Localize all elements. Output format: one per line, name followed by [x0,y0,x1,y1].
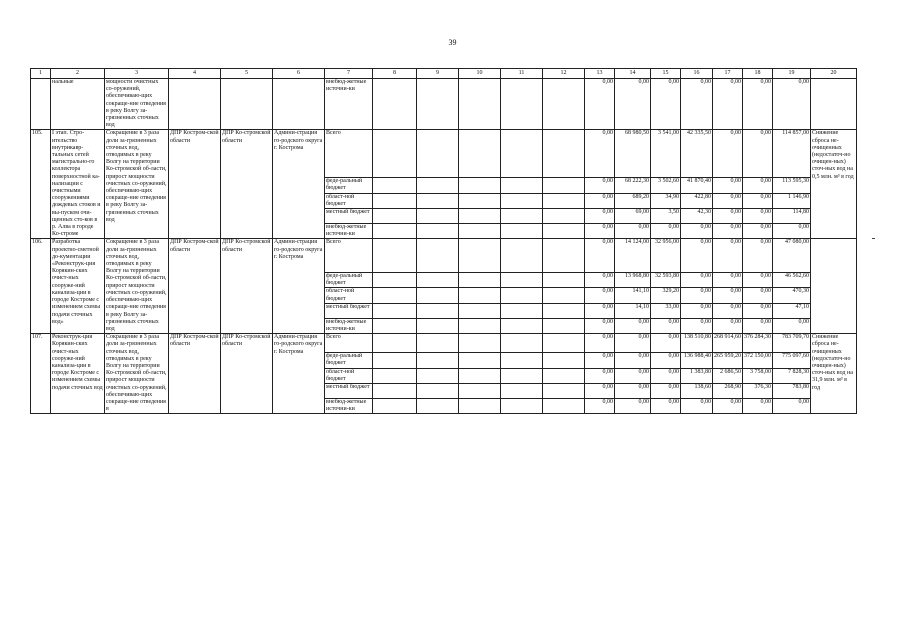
amount-cell: 0,00 [585,193,615,208]
empty-cell [543,272,585,287]
amount-cell: 68 980,50 [615,130,651,178]
amount-cell: 0,00 [713,130,743,178]
project-row [31,334,857,353]
column-header: 2 [51,69,105,79]
amount-cell: 376,30 [743,383,773,398]
amount-cell: 0,00 [713,209,743,224]
project-name-cell: Реконструк-ция Корякин-ских очист-ных сооруже-ний канализа-ции в городе Костроме с изменением схемы подачи сточных вод [51,334,105,414]
amount-cell: 0,00 [585,303,615,318]
amount-cell: 0,00 [585,398,615,413]
empty-cell [501,334,543,353]
page-number: 39 [448,38,457,47]
empty-cell [373,303,417,318]
carry-goal-cell: мощности очистных со-оружений, обеспечиваю-щих сокраще-ние отведения в реку Волгу за-грязненных сточных вод [105,79,169,130]
amount-cell: 783,80 [773,383,811,398]
empty-cell [501,272,543,287]
column-number-row [31,69,857,79]
amount-cell: 0,00 [585,79,615,130]
amount-cell: 0,00 [615,368,651,383]
empty-cell [501,224,543,239]
empty-cell [459,178,501,193]
empty-cell [459,272,501,287]
amount-cell: 0,00 [681,303,713,318]
amount-cell: 0,00 [713,318,743,333]
column-header: 17 [713,69,743,79]
amount-cell: 32 593,80 [651,272,681,287]
empty-cell [459,398,501,413]
amount-cell: 0,00 [585,130,615,178]
column-header: 14 [615,69,651,79]
funding-source-label: феде-ральный бюджет [325,178,373,193]
amount-cell: 268,90 [713,383,743,398]
budget-table [30,68,857,414]
amount-cell: 0,00 [585,334,615,353]
empty-cell [373,318,417,333]
empty-cell [459,353,501,368]
column-header: 8 [373,69,417,79]
amount-cell: 141,10 [615,288,651,303]
amount-cell: 0,00 [651,334,681,353]
empty-cell [373,224,417,239]
amount-cell: 3 541,00 [651,130,681,178]
amount-cell: 0,00 [651,318,681,333]
empty-cell [417,193,459,208]
amount-cell: 0,00 [713,288,743,303]
amount-cell: 114,80 [773,209,811,224]
funding-source-label: внебюд-жетные источни-ки [325,318,373,333]
project-row [31,239,857,272]
executor-cell: ДПР Ко-стромской области [221,239,273,334]
funding-source-label: област-ной бюджет [325,288,373,303]
amount-cell: 0,00 [585,239,615,272]
amount-cell: 775 097,60 [773,353,811,368]
funding-source-label: местный бюджет [325,303,373,318]
funding-source-label: местный бюджет [325,209,373,224]
column-header: 4 [169,69,221,79]
amount-cell: 113 595,30 [773,178,811,193]
empty-cell [373,368,417,383]
empty-cell [373,178,417,193]
funding-source-label: внебюд-жетные источни-ки [325,398,373,413]
project-name-cell: Разработка проектно-сметной до-кументации «Реконструк-ция Корякин-ских очист-ных сооруже-ний канализа-ции в городе Костроме с изменением схемы подачи сточных вод» [51,239,105,334]
funding-source-label: Всего [325,130,373,178]
project-goal-cell: Сокращение в 3 раза доли за-грязненных сточных вод, отводимых в реку Волгу на территории Ко-стромской об-ласти, прирост мощности очистных со-оружений, обеспечиваю-щих сокраще-ние отведения в реку Волгу за-грязненных сточных вод [105,130,169,239]
amount-cell: 0,00 [615,318,651,333]
amount-cell: 1 383,80 [681,368,713,383]
project-name-cell: I этап. Стро-ительство внутрикавр-тальных сетей магистрально-го коллектора поверхностной ка-нализации с очистными сооружениями дождевых стоков и вы-пуском очи-щенных сто-ков в р. Алва в городе Ко-строме [51,130,105,239]
amount-cell: 689,20 [615,193,651,208]
empty-cell [373,209,417,224]
amount-cell: 3,50 [651,209,681,224]
empty-cell [543,368,585,383]
amount-cell: 0,00 [681,224,713,239]
amount-cell: 0,00 [615,224,651,239]
empty-cell [459,303,501,318]
amount-cell: 46 562,60 [773,272,811,287]
amount-cell: 783 709,70 [773,334,811,353]
amount-cell: 0,00 [615,353,651,368]
amount-cell: 329,20 [651,288,681,303]
empty-cell [543,209,585,224]
row-number-cell: 106. [31,239,51,334]
empty-cell [459,288,501,303]
expected-result-cell [811,239,857,334]
empty-cell [459,318,501,333]
amount-cell: 0,00 [743,79,773,130]
amount-cell: 0,00 [743,193,773,208]
amount-cell: 0,00 [713,398,743,413]
expected-result-cell: Снижение сброса не-очищенных (недостаточ-но очищен-ных) сточ-ных вод на 0,5 млн. м³ в год [811,130,857,239]
empty-cell [543,303,585,318]
amount-cell: 42,30 [681,209,713,224]
row-number-cell: 107. [31,334,51,414]
empty-cell [543,130,585,178]
empty-cell [373,383,417,398]
column-header: 15 [651,69,681,79]
empty-cell [373,130,417,178]
empty-cell [373,288,417,303]
amount-cell: 0,00 [681,239,713,272]
column-header: 5 [221,69,273,79]
amount-cell: 0,00 [651,368,681,383]
amount-cell: 0,00 [713,303,743,318]
amount-cell: 0,00 [585,383,615,398]
empty-cell [459,209,501,224]
empty-cell [501,368,543,383]
empty-cell [373,272,417,287]
empty-cell [459,239,501,272]
amount-cell: 3 758,00 [743,368,773,383]
empty-cell [373,193,417,208]
empty-cell [501,303,543,318]
column-header: 9 [417,69,459,79]
amount-cell: 0,00 [743,224,773,239]
amount-cell: 0,00 [585,209,615,224]
amount-cell: 0,00 [585,272,615,287]
amount-cell: 0,00 [651,353,681,368]
project-goal-cell: Сокращение в 3 раза доли за-грязненных сточных вод, отводимых в реку Волгу на территории Ко-стромской об-ласти, прирост мощности очистных со-оружений, обеспечиваю-щих сокраще-ние отведения в реку Волгу за-грязненных сточных вод [105,239,169,334]
amount-cell: 0,00 [713,224,743,239]
amount-cell: 268 914,60 [713,334,743,353]
amount-cell: 0,00 [615,383,651,398]
column-header: 20 [811,69,857,79]
funding-source-label: Всего [325,334,373,353]
amount-cell: 138,60 [681,383,713,398]
amount-cell: 0,00 [713,178,743,193]
empty-cell [417,178,459,193]
amount-cell: 47,10 [773,303,811,318]
table-body [31,79,857,414]
column-header: 10 [459,69,501,79]
amount-cell: 0,00 [743,272,773,287]
empty-cell [459,334,501,353]
project-goal-cell: Сокращение в 3 раза доли за-грязненных сточных вод, отводимых в реку Волгу на территории Ко-стромской об-ласти, прирост мощности очистных со-оружений, обеспечиваю-щих сокраще-ние отведения в [105,334,169,414]
amount-cell: 136 988,40 [681,353,713,368]
empty-cell [417,368,459,383]
amount-cell: 0,00 [773,224,811,239]
amount-cell: 14 124,00 [615,239,651,272]
column-header: 13 [585,69,615,79]
column-header: 1 [31,69,51,79]
amount-cell: 7 828,30 [773,368,811,383]
funding-source-label: местный бюджет [325,383,373,398]
amount-cell: 0,00 [681,272,713,287]
empty-cell [501,398,543,413]
column-header: 11 [501,69,543,79]
empty-cell [417,239,459,272]
carry-source-cell: внебюд-жетные источни-ки [325,79,373,130]
funding-source-label: област-ной бюджет [325,368,373,383]
recipient-cell: Админи-страция го-родского округа г. Кострома [273,130,325,239]
column-header: 19 [773,69,811,79]
empty-cell [417,303,459,318]
amount-cell: 33,00 [651,303,681,318]
executor-cell: ДПР Ко-стромской области [221,130,273,239]
amount-cell: 2 686,50 [713,368,743,383]
empty-cell [417,318,459,333]
empty-cell [501,353,543,368]
empty-cell [543,334,585,353]
empty-cell [501,383,543,398]
column-header: 18 [743,69,773,79]
amount-cell: 138 510,80 [681,334,713,353]
empty-cell [543,353,585,368]
amount-cell: 0,00 [681,318,713,333]
carry-over-row [31,79,857,130]
amount-cell: 265 959,20 [713,353,743,368]
carry-name-cell: нальные [51,79,105,130]
funding-source-label: Всего [325,239,373,272]
recipient-cell: Админи-страция го-родского округа г. Кострома [273,239,325,334]
empty-cell [543,224,585,239]
amount-cell: 422,80 [681,193,713,208]
empty-cell [373,398,417,413]
amount-cell: 41 870,40 [681,178,713,193]
amount-cell: 0,00 [713,239,743,272]
empty-cell [501,239,543,272]
amount-cell: 470,30 [773,288,811,303]
amount-cell: 42 335,50 [681,130,713,178]
funding-source-label: внебюд-жетные источни-ки [325,224,373,239]
expected-result-cell: Снижение сброса не-очищенных (недостаточ-но очищен-ных) сточ-ных вод на 31,9 млн. м³ в год [811,334,857,414]
amount-cell: 1 146,90 [773,193,811,208]
amount-cell: 0,00 [743,239,773,272]
customer-cell: ДПР Костром-ской области [169,239,221,334]
column-header: 3 [105,69,169,79]
column-header: 7 [325,69,373,79]
empty-cell [417,130,459,178]
project-row [31,130,857,178]
funding-source-label: феде-ральный бюджет [325,272,373,287]
funding-source-label: област-ной бюджет [325,193,373,208]
amount-cell: 0,00 [585,288,615,303]
amount-cell: 0,00 [585,368,615,383]
empty-cell [417,383,459,398]
amount-cell: 0,00 [651,224,681,239]
amount-cell: 0,00 [615,79,651,130]
amount-cell: 376 284,30 [743,334,773,353]
empty-cell [417,398,459,413]
empty-cell [501,209,543,224]
amount-cell: 0,00 [681,79,713,130]
amount-cell: 0,00 [773,79,811,130]
funding-source-label: феде-ральный бюджет [325,353,373,368]
amount-cell: 0,00 [773,318,811,333]
customer-cell: ДПР Костром-ской области [169,130,221,239]
empty-cell [373,334,417,353]
amount-cell: 0,00 [743,178,773,193]
empty-cell [459,130,501,178]
empty-cell [459,368,501,383]
empty-cell [417,272,459,287]
amount-cell: 0,00 [743,130,773,178]
amount-cell: 0,00 [773,398,811,413]
row-number-cell: 105. [31,130,51,239]
column-header: 16 [681,69,713,79]
amount-cell: 0,00 [713,272,743,287]
empty-cell [501,193,543,208]
scan-artifact [872,238,875,239]
amount-cell: 0,00 [713,79,743,130]
empty-cell [417,334,459,353]
empty-cell [543,288,585,303]
amount-cell: 0,00 [743,318,773,333]
amount-cell: 0,00 [615,398,651,413]
empty-cell [417,353,459,368]
column-header: 6 [273,69,325,79]
customer-cell: ДПР Костром-ской области [169,334,221,414]
amount-cell: 0,00 [743,209,773,224]
amount-cell: 114 857,00 [773,130,811,178]
empty-cell [373,353,417,368]
column-header: 12 [543,69,585,79]
empty-cell [459,193,501,208]
amount-cell: 68 222,30 [615,178,651,193]
amount-cell: 47 080,00 [773,239,811,272]
amount-cell: 0,00 [585,318,615,333]
empty-cell [417,288,459,303]
empty-cell [459,224,501,239]
amount-cell: 372 150,00 [743,353,773,368]
empty-cell [543,318,585,333]
empty-cell [459,383,501,398]
amount-cell: 0,00 [743,303,773,318]
empty-cell [543,193,585,208]
empty-cell [543,239,585,272]
amount-cell: 32 956,00 [651,239,681,272]
amount-cell: 0,00 [651,398,681,413]
amount-cell: 13 968,80 [615,272,651,287]
amount-cell: 0,00 [651,383,681,398]
empty-cell [417,209,459,224]
amount-cell: 14,10 [615,303,651,318]
empty-cell [501,130,543,178]
amount-cell: 0,00 [585,353,615,368]
amount-cell: 0,00 [585,224,615,239]
empty-cell [543,398,585,413]
empty-cell [543,383,585,398]
amount-cell: 0,00 [585,178,615,193]
amount-cell: 0,00 [743,288,773,303]
amount-cell: 34,90 [651,193,681,208]
empty-cell [543,178,585,193]
amount-cell: 3 502,60 [651,178,681,193]
amount-cell: 0,00 [713,193,743,208]
amount-cell: 0,00 [615,334,651,353]
empty-cell [501,318,543,333]
empty-cell [417,224,459,239]
empty-cell [501,288,543,303]
amount-cell: 69,00 [615,209,651,224]
budget-table-sheet [30,68,854,618]
empty-cell [373,239,417,272]
recipient-cell: Админи-страция го-родского округа г. Кострома [273,334,325,414]
amount-cell: 0,00 [681,288,713,303]
empty-cell [501,178,543,193]
amount-cell: 0,00 [681,398,713,413]
amount-cell: 0,00 [743,398,773,413]
amount-cell: 0,00 [651,79,681,130]
executor-cell: ДПР Ко-стромской области [221,334,273,414]
